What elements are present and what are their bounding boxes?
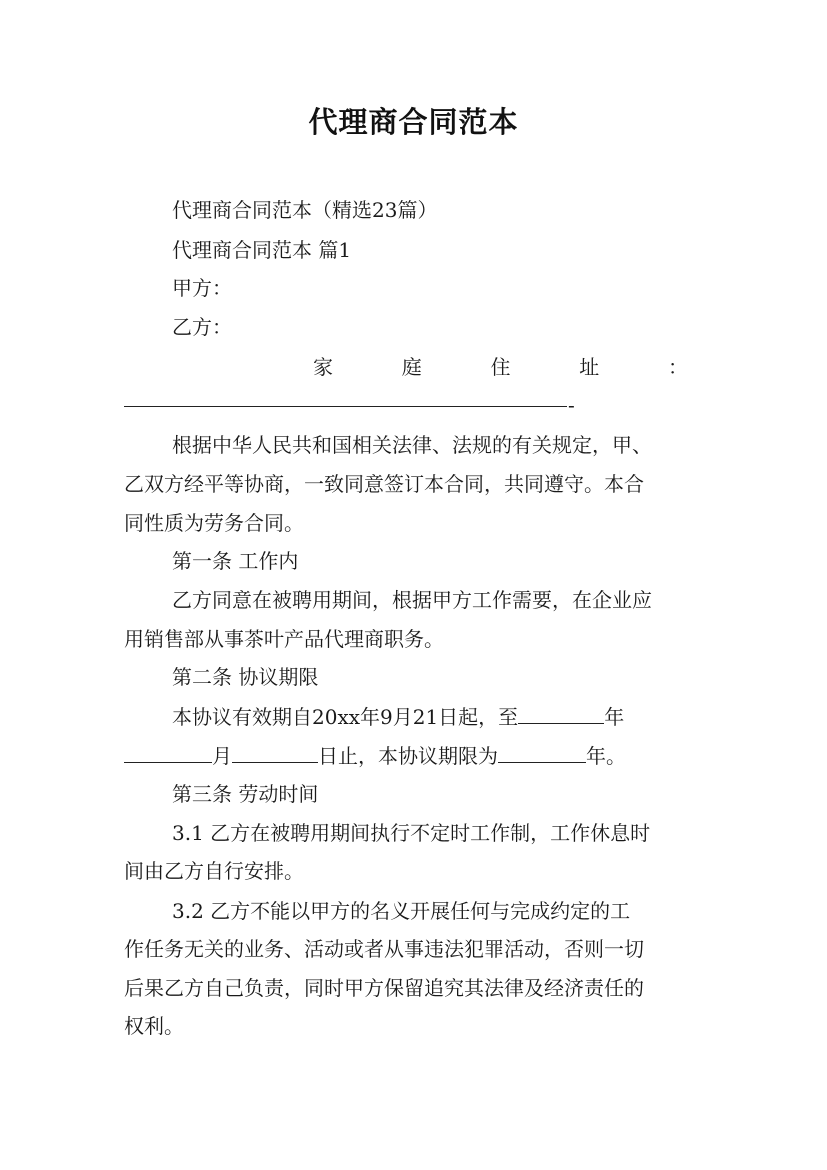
document-subtitle: 代理商合同范本（精选23篇）	[172, 198, 438, 222]
end-day-blank	[232, 740, 318, 763]
article-2-text: 月	[212, 744, 232, 768]
term-years-blank	[498, 740, 586, 763]
address-char: 址	[579, 355, 600, 379]
address-char: ：	[668, 355, 688, 379]
clause-3-1-line: 间由乙方自行安排。	[124, 859, 304, 883]
clause-3-2-line: 作任务无关的业务、活动或者从事违法犯罪活动，否则一切	[124, 937, 644, 961]
article-1-body-line: 乙方同意在被聘用期间，根据甲方工作需要，在企业应	[172, 588, 652, 612]
end-month-blank	[124, 740, 212, 763]
intro-paragraph-line: 同性质为劳务合同。	[124, 511, 304, 535]
address-blank-line	[124, 406, 567, 407]
clause-3-1-line: 3.1 乙方在被聘用期间执行不定时工作制，工作休息时	[172, 821, 651, 845]
address-blank-tail: -	[568, 393, 575, 417]
article-2-text: 本协议有效期自20xx年9月21日起，至	[172, 705, 519, 729]
party-a-label: 甲方：	[172, 276, 232, 300]
intro-paragraph-line: 乙双方经平等协商，一致同意签订本合同，共同遵守。本合	[124, 472, 644, 496]
end-year-blank	[518, 701, 604, 724]
article-2-text: 日止，本协议期限为	[318, 744, 498, 768]
address-char: 家	[313, 355, 333, 379]
clause-3-2-line: 权利。	[124, 1014, 184, 1038]
home-address-label	[313, 352, 688, 382]
article-1-heading: 第一条 工作内	[172, 549, 299, 573]
section-heading: 代理商合同范本 篇1	[172, 238, 352, 262]
article-2-heading: 第二条 协议期限	[172, 665, 319, 689]
article-2-line-1	[172, 701, 624, 732]
clause-3-2-line: 3.2 乙方不能以甲方的名义开展任何与完成约定的工	[172, 899, 631, 923]
party-b-label: 乙方：	[172, 315, 232, 339]
clause-3-2-line: 后果乙方自己负责，同时甲方保留追究其法律及经济责任的	[124, 976, 644, 1000]
article-2-text: 年。	[586, 744, 626, 768]
article-2-line-2	[124, 740, 626, 771]
article-3-heading: 第三条 劳动时间	[172, 782, 319, 806]
article-1-body-line: 用销售部从事茶叶产品代理商职务。	[124, 627, 444, 651]
document-title: 代理商合同范本	[308, 105, 519, 139]
intro-paragraph-line: 根据中华人民共和国相关法律、法规的有关规定，甲、	[172, 433, 652, 457]
article-2-text: 年	[604, 705, 625, 729]
address-char: 庭	[401, 355, 422, 379]
address-char: 住	[490, 355, 511, 379]
